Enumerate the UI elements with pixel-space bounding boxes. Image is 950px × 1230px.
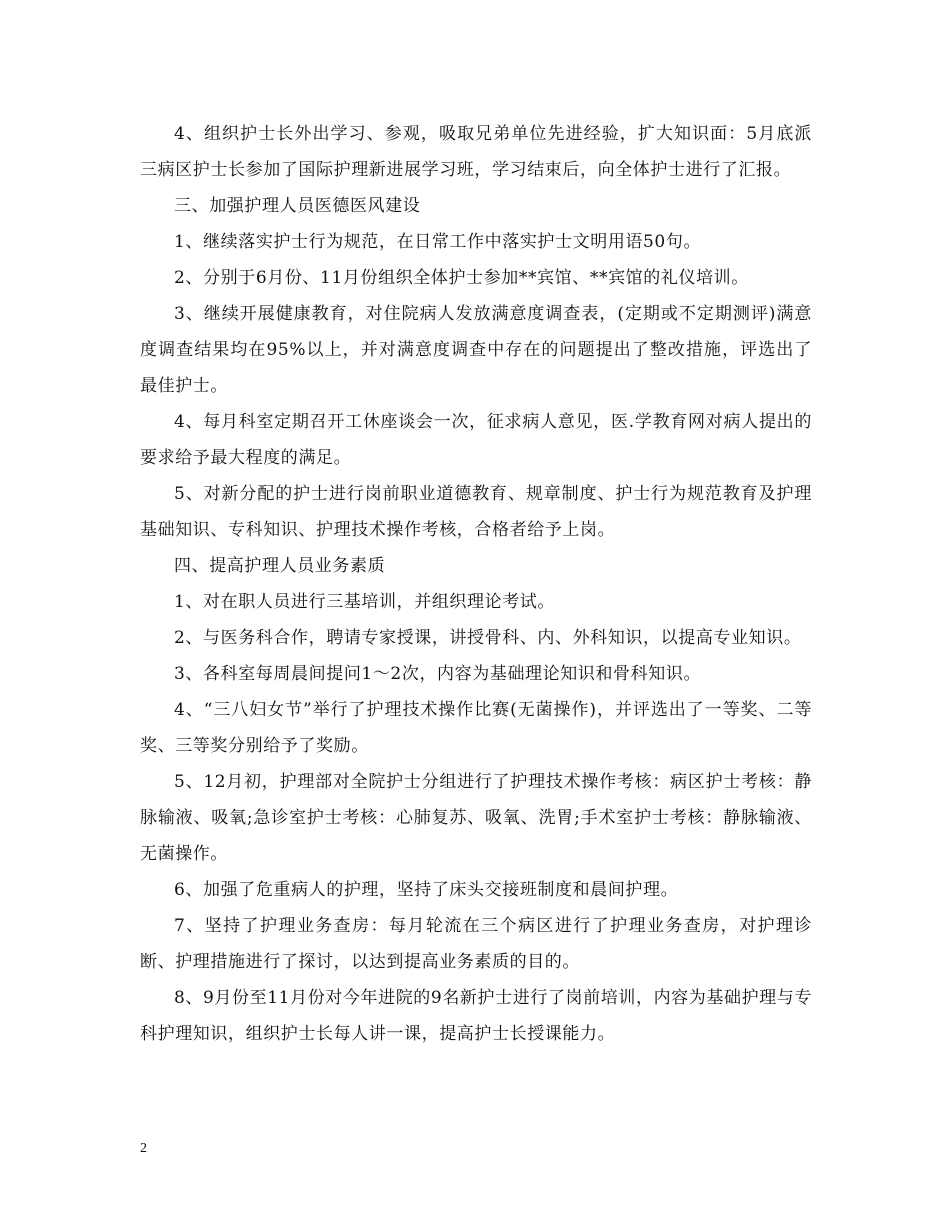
- paragraph: 5、12月初，护理部对全院护士分组进行了护理技术操作考核：病区护士考核：静脉输液、吸氧;急诊室护士考核：心肺复苏、吸氧、洗胃;手术室护士考核：静脉输液、无菌操作。: [140, 772, 812, 864]
- paragraph: 1、继续落实护士行为规范，在日常工作中落实护士文明用语50句。: [174, 232, 702, 252]
- section-heading: 四、提高护理人员业务素质: [174, 556, 386, 576]
- paragraph: 4、组织护士长外出学习、参观，吸取兄弟单位先进经验，扩大知识面：5月底派三病区护士长参加了国际护理新进展学习班，学习结束后，向全体护士进行了汇报。: [140, 124, 812, 180]
- paragraph: 6、加强了危重病人的护理，坚持了床头交接班制度和晨间护理。: [174, 880, 679, 900]
- paragraph: 2、分别于6月份、11月份组织全体护士参加**宾馆、**宾馆的礼仪培训。: [174, 268, 749, 288]
- paragraph: 1、对在职人员进行三基培训，并组织理论考试。: [174, 592, 556, 612]
- paragraph: 5、对新分配的护士进行岗前职业道德教育、规章制度、护士行为规范教育及护理基础知识、专科知识、护理技术操作考核，合格者给予上岗。: [140, 484, 812, 540]
- page-number: 2: [140, 1141, 147, 1156]
- paragraph: 3、继续开展健康教育，对住院病人发放满意度调查表，(定期或不定期测评)满意度调查结果均在95%以上，并对满意度调查中存在的问题提出了整改措施，评选出了最佳护士。: [140, 304, 812, 396]
- paragraph: 8、9月份至11月份对今年进院的9名新护士进行了岗前培训，内容为基础护理与专科护理知识，组织护士长每人讲一课，提高护士长授课能力。: [140, 988, 812, 1044]
- paragraph: 4、每月科室定期召开工休座谈会一次，征求病人意见，医.学教育网对病人提出的要求给予最大程度的满足。: [140, 412, 812, 468]
- paragraph: 2、与医务科合作，聘请专家授课，讲授骨科、内、外科知识，以提高专业知识。: [174, 628, 802, 648]
- paragraph: 7、坚持了护理业务查房：每月轮流在三个病区进行了护理业务查房，对护理诊断、护理措施进行了探讨，以达到提高业务素质的目的。: [140, 916, 812, 972]
- section-heading: 三、加强护理人员医德医风建设: [174, 196, 421, 216]
- document-body: [140, 116, 812, 1052]
- paragraph: 3、各科室每周晨间提问1～2次，内容为基础理论知识和骨科知识。: [174, 664, 702, 684]
- paragraph: 4、“三八妇女节”举行了护理技术操作比赛(无菌操作)，并评选出了一等奖、二等奖、三等奖分别给予了奖励。: [140, 700, 812, 756]
